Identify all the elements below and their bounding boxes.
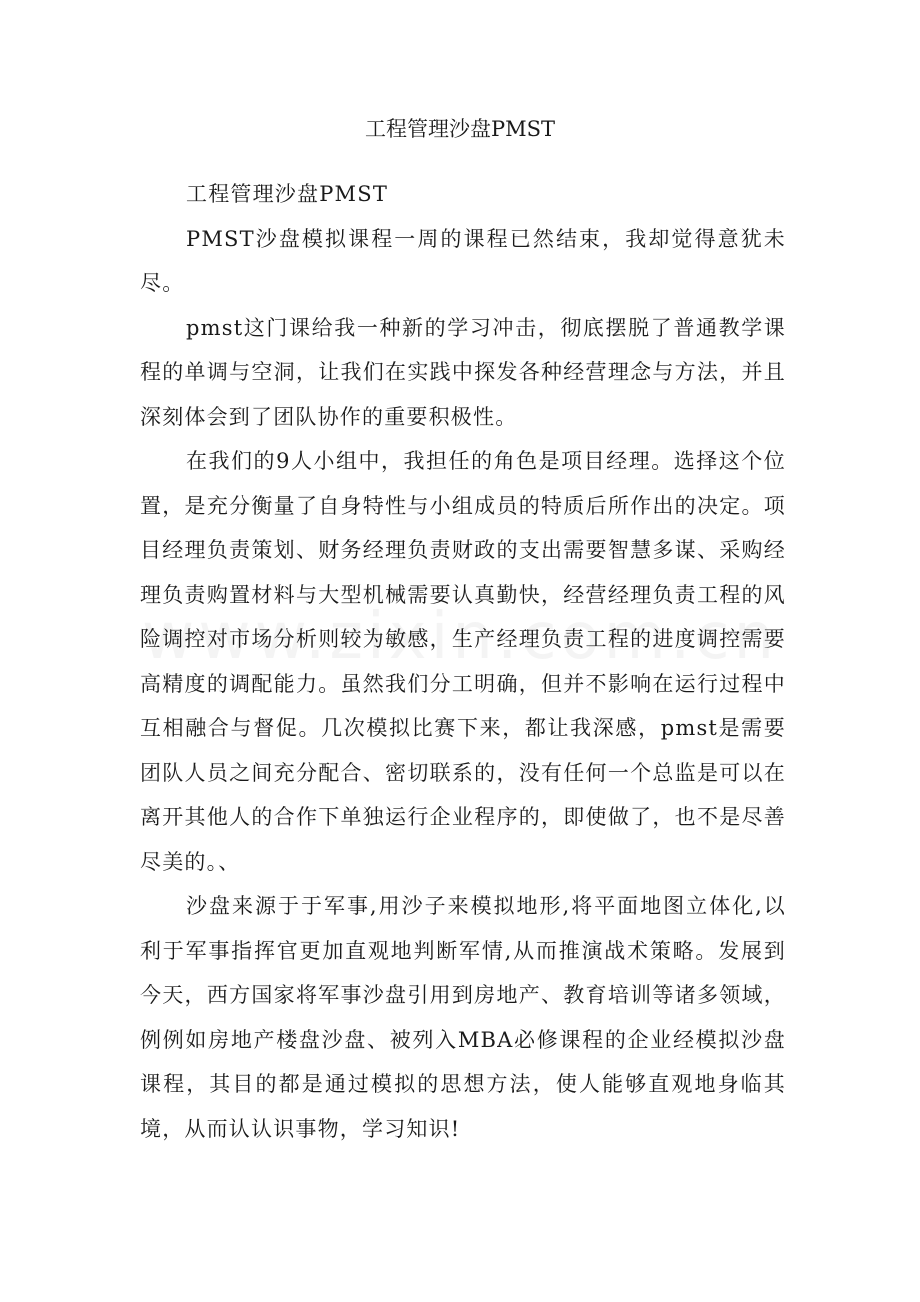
paragraph-intro: PMST沙盘模拟课程一周的课程已然结束，我却觉得意犹未尽。 xyxy=(140,226,786,295)
paragraph-sandbox-origin: 沙盘来源于于军事,用沙子来模拟地形,将平面地图立体化,以利于军事指挥官更加直观地判断军情,从而推演战术策略。发展到今天，西方国家将军事沙盘引用到房地产、教育培训等诸多领域，例例如房地产楼盘沙盘、被列入MBA必修课程的企业经模拟沙盘课程，其目的都是通过模拟的思想方法，使人能够直观地身临其境，从而认认识事物，学习知识! xyxy=(140,894,786,1141)
paragraph-course-impact: pmst这门课给我一种新的学习冲击，彻底摆脱了普通教学课程的单调与空洞，让我们在实践中探发各种经营理念与方法，并且深刻体会到了团队协作的重要积极性。 xyxy=(140,315,786,429)
paragraph-team-roles: 在我们的9人小组中，我担任的角色是项目经理。选择这个位置，是充分衡量了自身特性与小组成员的特质后所作出的决定。项目经理负责策划、财务经理负责财政的支出需要智慧多谋、采购经理负责购置材料与大型机械需要认真勤快，经营经理负责工程的风险调控对市场分析则较为敏感，生产经理负责工程的进度调控需要高精度的调配能力。虽然我们分工明确，但并不影响在运行过程中互相融合与督促。几次模拟比赛下来，都让我深感，pmst是需要团队人员之间充分配合、密切联系的，没有任何一个总监是可以在离开其他人的合作下单独运行企业程序的，即使做了，也不是尽善尽美的。、 xyxy=(140,449,786,874)
paragraph-subtitle: 工程管理沙盘PMST xyxy=(186,182,389,206)
document-body xyxy=(140,172,786,1151)
document-title: 工程管理沙盘PMST xyxy=(364,117,556,141)
